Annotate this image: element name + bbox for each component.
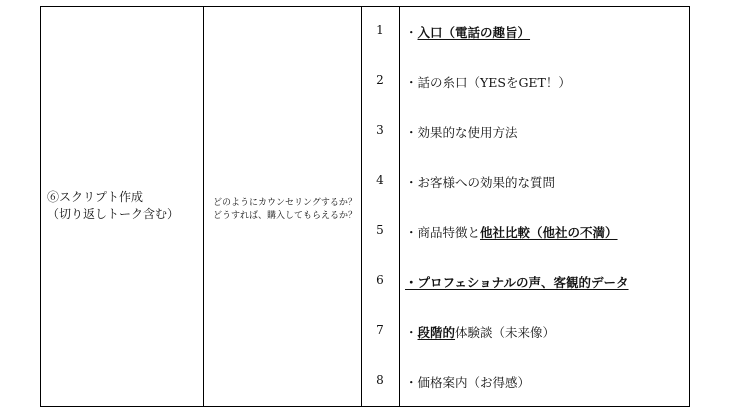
step-number: 3 bbox=[376, 123, 384, 137]
step-number: 2 bbox=[376, 73, 384, 87]
question-line1: どのようにカウンセリングするか？ bbox=[213, 198, 357, 208]
step-text-part: 他社比較（他社の不満） bbox=[480, 225, 618, 240]
step-number: 5 bbox=[376, 223, 384, 237]
step-number: 4 bbox=[376, 173, 384, 187]
step-text bbox=[405, 73, 571, 91]
step-text-part: ・プロフェショナルの声、客観的データ bbox=[405, 275, 629, 290]
guiding-questions bbox=[213, 197, 357, 223]
question-line2: どうすれば、購入してもらえるか？ bbox=[213, 211, 358, 221]
step-row bbox=[361, 207, 691, 257]
section-title-line1: ⑥スクリプト作成 bbox=[47, 190, 144, 204]
step-text-part: ・ bbox=[405, 325, 418, 340]
step-text-part: ・効果的な使用方法 bbox=[405, 125, 518, 140]
step-row bbox=[361, 357, 691, 407]
step-number: 1 bbox=[376, 23, 384, 37]
step-number: 8 bbox=[376, 373, 384, 387]
step-text bbox=[405, 323, 555, 341]
step-number: 6 bbox=[376, 273, 384, 287]
script-table bbox=[40, 6, 690, 407]
step-row bbox=[361, 107, 691, 157]
step-row bbox=[361, 257, 691, 307]
column-divider bbox=[203, 7, 204, 406]
step-row bbox=[361, 307, 691, 357]
step-text-part: 段階的 bbox=[417, 325, 456, 340]
step-text bbox=[405, 273, 629, 291]
step-text bbox=[405, 373, 530, 391]
step-text-part: ・商品特徴と bbox=[405, 225, 481, 240]
step-text-part: ・ bbox=[405, 25, 418, 40]
step-text bbox=[405, 23, 530, 41]
step-text bbox=[405, 173, 555, 191]
step-row bbox=[361, 57, 691, 107]
step-text-part: 入口（電話の趣旨） bbox=[417, 25, 531, 40]
step-row bbox=[361, 7, 691, 57]
step-text-part: ・話の糸口（YESをGET！） bbox=[405, 75, 571, 90]
step-row bbox=[361, 157, 691, 207]
step-text bbox=[405, 123, 518, 141]
step-text-part: 体験談（未来像） bbox=[455, 325, 556, 340]
section-title-line2: （切り返しトーク含む） bbox=[47, 207, 180, 221]
section-title bbox=[47, 189, 179, 223]
step-text-part: ・お客様への効果的な質問 bbox=[405, 175, 556, 190]
step-number: 7 bbox=[376, 323, 384, 337]
step-text bbox=[405, 223, 618, 241]
step-text-part: ・価格案内（お得感） bbox=[405, 375, 531, 390]
